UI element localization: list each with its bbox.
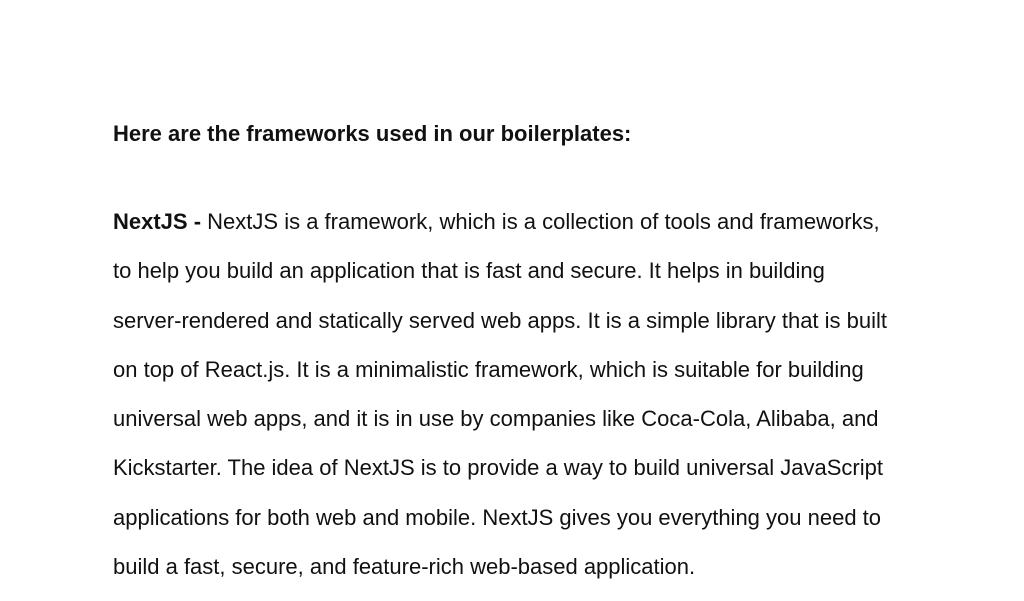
nextjs-paragraph (113, 207, 1018, 601)
paragraph-line: server-rendered and statically served web apps. It is a simple library that is built (113, 307, 888, 333)
line-text: NextJS is a framework, which is a collection of tools and frameworks, (207, 209, 880, 234)
paragraph-line: to help you build an application that is fast and secure. It helps in building (113, 258, 825, 284)
document-body (113, 117, 1018, 601)
paragraph-line: Kickstarter. The idea of NextJS is to provide a way to build universal JavaScript (113, 455, 883, 481)
paragraph-line: applications for both web and mobile. NextJS gives you everything you need to (113, 504, 882, 530)
nextjs-term: NextJS - (113, 209, 202, 234)
paragraph-line: on top of React.js. It is a minimalistic framework, which is suitable for building (113, 356, 864, 382)
paragraph-line: universal web apps, and it is in use by companies like Coca-Cola, Alibaba, and (113, 406, 879, 432)
paragraph-line: build a fast, secure, and feature-rich web-based application. (113, 554, 696, 580)
section-heading: Here are the frameworks used in our boilerplates: (113, 121, 632, 146)
paragraph-line (113, 197, 1018, 246)
